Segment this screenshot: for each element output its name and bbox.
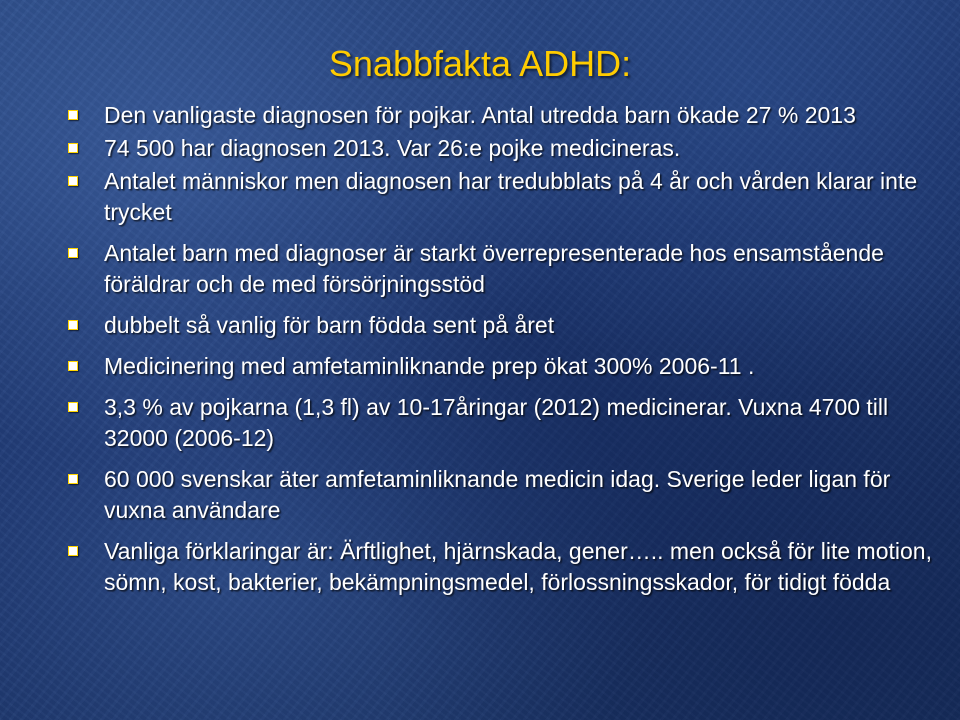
bullet-text: 60 000 svenskar äter amfetaminliknande medicin idag. Sverige leder ligan för vuxna användare	[104, 466, 891, 523]
square-bullet-icon	[68, 474, 78, 484]
bullet-text: 3,3 % av pojkarna (1,3 fl) av 10-17åringar (2012) medicinerar. Vuxna 4700 till 32000 (2006-12)	[104, 394, 889, 451]
square-bullet-icon	[68, 361, 78, 371]
list-item	[66, 310, 936, 341]
list-item	[66, 238, 936, 300]
bullet-text: 74 500 har diagnosen 2013. Var 26:e pojke medicineras.	[104, 135, 681, 161]
bullet-text: dubbelt så vanlig för barn födda sent på året	[104, 312, 555, 338]
slide-title: Snabbfakta ADHD:	[328, 43, 632, 84]
list-item	[66, 536, 936, 598]
bullet-text: Medicinering med amfetaminliknande prep ökat 300% 2006-11 .	[104, 353, 755, 379]
bullet-text: Antalet barn med diagnoser är starkt överrepresenterade hos ensamstående föräldrar och de med försörjningsstöd	[104, 240, 884, 297]
list-item	[66, 133, 936, 164]
bullet-text: Den vanligaste diagnosen för pojkar. Antal utredda barn ökade 27 % 2013	[104, 102, 856, 128]
square-bullet-icon	[68, 546, 78, 556]
square-bullet-icon	[68, 110, 78, 120]
square-bullet-icon	[68, 143, 78, 153]
bullet-list	[66, 100, 936, 598]
square-bullet-icon	[68, 248, 78, 258]
list-item	[66, 392, 936, 454]
list-item	[66, 464, 936, 526]
bullet-text: Vanliga förklaringar är: Ärftlighet, hjärnskada, gener….. men också för lite motion, sömn, kost, bakterier, bekämpningsmedel, förlossningsskador, för tidigt födda	[104, 538, 932, 595]
bullet-text: Antalet människor men diagnosen har tredubblats på 4 år och vården klarar inte trycket	[104, 168, 918, 225]
square-bullet-icon	[68, 176, 78, 186]
list-item	[66, 100, 936, 131]
list-item	[66, 166, 936, 228]
list-item	[66, 351, 936, 382]
square-bullet-icon	[68, 402, 78, 412]
square-bullet-icon	[68, 320, 78, 330]
